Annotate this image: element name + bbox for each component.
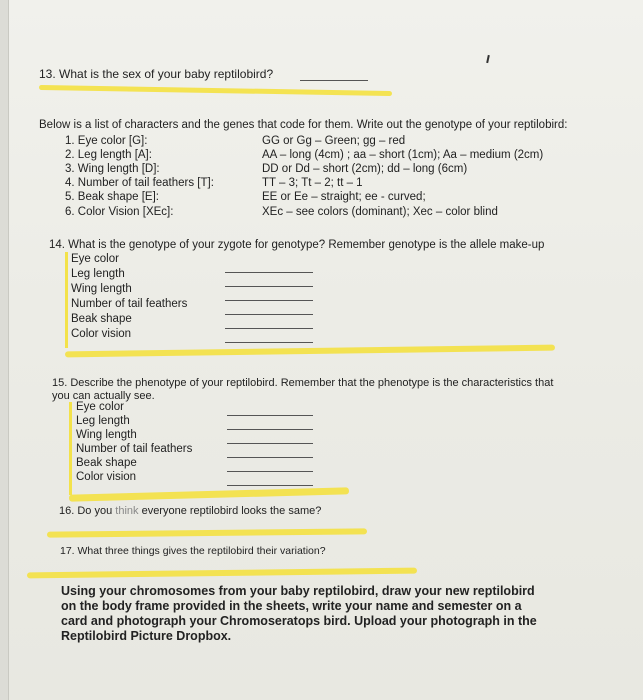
highlight-mark <box>39 85 392 96</box>
q16-text-faded: think <box>115 505 139 517</box>
q16-text-end: everyone reptilobird looks the same? <box>138 505 322 517</box>
trait-label: Wing length <box>76 429 137 441</box>
trait-label: Number of tail feathers <box>71 298 188 310</box>
trait-label: Beak shape <box>71 313 132 325</box>
q13-question: 13. What is the sex of your baby reptilobird? <box>39 67 274 81</box>
q14-answer-line[interactable] <box>225 314 313 315</box>
final-instructions-line: Using your chromosomes from your baby reptilobird, draw your new reptilobird <box>61 584 535 598</box>
trait-label: Number of tail feathers <box>76 443 193 455</box>
highlight-mark <box>47 528 367 537</box>
trait-label: Color vision <box>76 471 137 483</box>
character-genes: AA – long (4cm) ; aa – short (1cm); Aa – medium (2cm) <box>262 149 544 161</box>
character-label: 6. Color Vision [XEc]: <box>65 206 174 218</box>
q17-question: 17. What three things gives the reptilobird their variation? <box>60 545 326 557</box>
intro-text: Below is a list of characters and the genes that code for them. Write out the genotype of your reptilobird: <box>39 119 568 131</box>
final-instructions-line: card and photograph your Chromoseratops bird. Upload your photograph in the <box>61 614 537 628</box>
highlight-mark <box>27 568 417 579</box>
trait-label: Leg length <box>76 415 130 427</box>
character-genes: EE or Ee – straight; ee - curved; <box>262 191 426 203</box>
character-genes: TT – 3; Tt – 2; tt – 1 <box>262 177 363 189</box>
q14-answer-line[interactable] <box>225 300 313 301</box>
trait-label: Beak shape <box>76 457 137 469</box>
q16-question <box>59 504 321 518</box>
final-instructions-line: Reptilobird Picture Dropbox. <box>61 629 232 643</box>
q15-answer-line[interactable] <box>227 443 313 444</box>
final-instructions-line: on the body frame provided in the sheets, write your name and semester on a <box>61 599 522 613</box>
trait-label: Eye color <box>76 401 124 413</box>
q14-answer-line[interactable] <box>225 342 313 343</box>
worksheet-page <box>8 0 643 700</box>
character-label: 2. Leg length [A]: <box>65 149 152 161</box>
q14-answer-line[interactable] <box>225 272 313 273</box>
character-label: 1. Eye color [G]: <box>65 135 148 147</box>
q15-answer-line[interactable] <box>227 429 313 430</box>
trait-label: Leg length <box>71 268 125 280</box>
character-label: 5. Beak shape [E]: <box>65 191 159 203</box>
q15-answer-line[interactable] <box>227 485 313 486</box>
character-genes: DD or Dd – short (2cm); dd – long (6cm) <box>262 163 468 175</box>
q15-question-line2: you can actually see. <box>52 390 155 402</box>
character-genes: XEc – see colors (dominant); Xec – color blind <box>262 206 498 218</box>
trait-label: Wing length <box>71 283 132 295</box>
highlight-mark <box>65 345 555 358</box>
q16-text-start: 16. Do you <box>59 505 116 517</box>
highlight-mark <box>69 402 72 495</box>
pen-mark <box>486 55 489 63</box>
q14-question: 14. What is the genotype of your zygote for genotype? Remember genotype is the allele make-up <box>49 239 545 251</box>
trait-label: Eye color <box>71 253 119 265</box>
q15-answer-line[interactable] <box>227 415 313 416</box>
q13-answer-line[interactable] <box>300 80 368 81</box>
character-genes: GG or Gg – Green; gg – red <box>262 135 406 147</box>
q14-answer-line[interactable] <box>225 328 313 329</box>
highlight-mark <box>65 252 68 348</box>
q15-answer-line[interactable] <box>227 457 313 458</box>
q15-answer-line[interactable] <box>227 471 313 472</box>
character-label: 4. Number of tail feathers [T]: <box>65 177 214 189</box>
q15-question-line1: 15. Describe the phenotype of your reptilobird. Remember that the phenotype is the characteristics that <box>52 377 554 389</box>
character-label: 3. Wing length [D]: <box>65 163 160 175</box>
trait-label: Color vision <box>71 328 132 340</box>
highlight-mark <box>69 487 349 501</box>
q14-answer-line[interactable] <box>225 286 313 287</box>
